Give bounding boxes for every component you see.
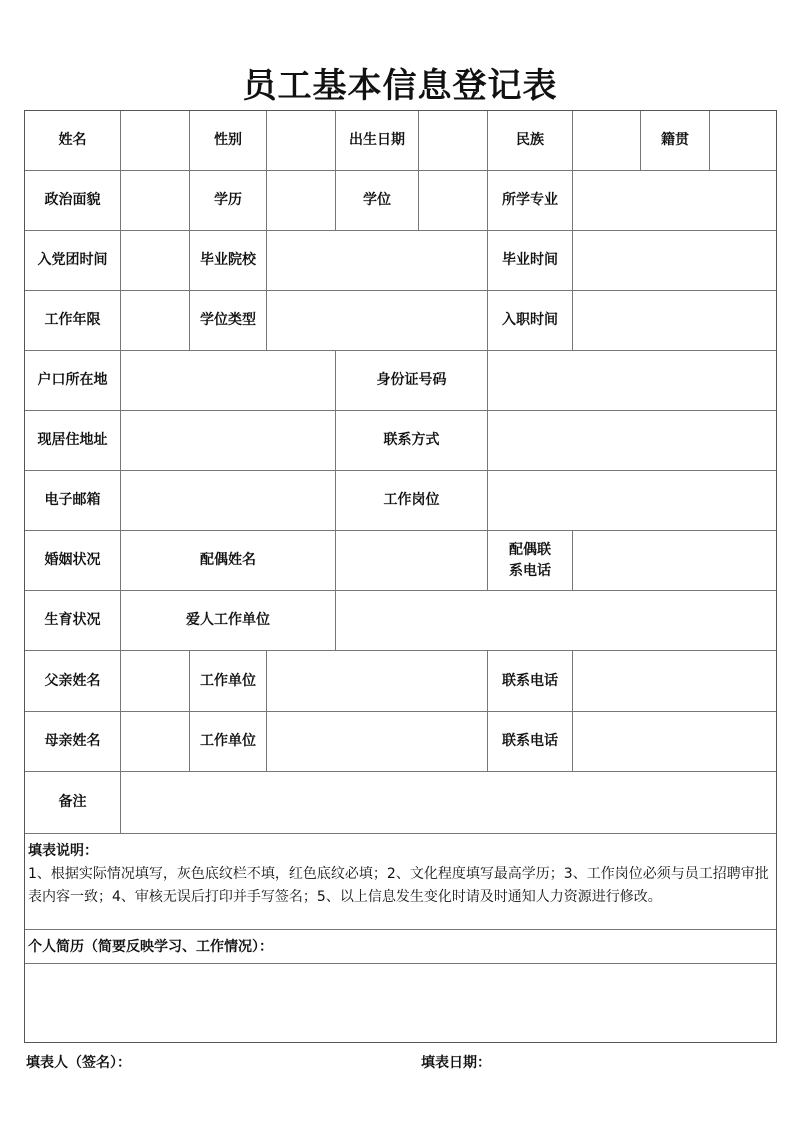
input-spouse-name[interactable]: [336, 531, 488, 591]
fill-date-label: 填表日期：: [421, 1055, 491, 1071]
input-father-name[interactable]: [121, 651, 190, 712]
input-spouse-employer[interactable]: [336, 591, 776, 651]
input-graduate-school[interactable]: [267, 231, 488, 291]
input-graduation-date[interactable]: [573, 231, 776, 291]
label-father-name: 父亲姓名: [25, 651, 121, 712]
input-degree[interactable]: [419, 171, 488, 231]
label-political-status: 政治面貌: [25, 171, 121, 231]
label-ethnicity: 民族: [488, 111, 573, 171]
label-mother-phone: 联系电话: [488, 712, 573, 772]
input-gender[interactable]: [267, 111, 336, 171]
input-job-position[interactable]: [488, 471, 776, 531]
label-birth-date: 出生日期: [336, 111, 419, 171]
input-ethnicity[interactable]: [573, 111, 641, 171]
registration-form: [24, 110, 777, 1043]
label-id-number: 身份证号码: [336, 351, 488, 411]
label-work-years: 工作年限: [25, 291, 121, 351]
label-hire-date: 入职时间: [488, 291, 573, 351]
input-mother-employer[interactable]: [267, 712, 488, 772]
label-degree-type: 学位类型: [190, 291, 267, 351]
label-native-place: 籍贯: [641, 111, 710, 171]
label-degree: 学位: [336, 171, 419, 231]
input-spouse-phone[interactable]: [573, 531, 776, 591]
label-graduation-date: 毕业时间: [488, 231, 573, 291]
input-email[interactable]: [121, 471, 336, 531]
label-mother-employer: 工作单位: [190, 712, 267, 772]
input-name[interactable]: [121, 111, 190, 171]
input-political-status[interactable]: [121, 171, 190, 231]
label-education: 学历: [190, 171, 267, 231]
resume-input[interactable]: [25, 964, 776, 1042]
input-party-join-date[interactable]: [121, 231, 190, 291]
label-gender: 性别: [190, 111, 267, 171]
label-major: 所学专业: [488, 171, 573, 231]
instructions-block: [25, 834, 776, 930]
input-mother-name[interactable]: [121, 712, 190, 772]
input-father-employer[interactable]: [267, 651, 488, 712]
input-id-number[interactable]: [488, 351, 776, 411]
input-native-place[interactable]: [710, 111, 776, 171]
input-work-years[interactable]: [121, 291, 190, 351]
label-marital-status: 婚姻状况: [25, 531, 121, 591]
input-major[interactable]: [573, 171, 776, 231]
label-spouse-phone: 配偶联系电话: [488, 531, 573, 591]
input-household-registration[interactable]: [121, 351, 336, 411]
label-father-employer: 工作单位: [190, 651, 267, 712]
filler-signature-label: 填表人（签名）：: [26, 1055, 131, 1071]
label-fertility-status: 生育状况: [25, 591, 121, 651]
input-current-address[interactable]: [121, 411, 336, 471]
label-party-join-date: 入党团时间: [25, 231, 121, 291]
label-mother-name: 母亲姓名: [25, 712, 121, 772]
label-graduate-school: 毕业院校: [190, 231, 267, 291]
label-current-address: 现居住地址: [25, 411, 121, 471]
input-hire-date[interactable]: [573, 291, 776, 351]
label-spouse-name: 配偶姓名: [121, 531, 336, 591]
input-contact[interactable]: [488, 411, 776, 471]
label-spouse-employer: 爱人工作单位: [121, 591, 336, 651]
input-father-phone[interactable]: [573, 651, 776, 712]
input-birth-date[interactable]: [419, 111, 488, 171]
label-contact: 联系方式: [336, 411, 488, 471]
input-education[interactable]: [267, 171, 336, 231]
label-household-registration: 户口所在地: [25, 351, 121, 411]
form-title: 员工基本信息登记表: [242, 66, 558, 106]
label-job-position: 工作岗位: [336, 471, 488, 531]
label-father-phone: 联系电话: [488, 651, 573, 712]
instructions-title: 填表说明：: [28, 843, 98, 859]
label-remarks: 备注: [25, 772, 121, 834]
label-email: 电子邮箱: [25, 471, 121, 531]
instructions-text: 1、根据实际情况填写，灰色底纹栏不填，红色底纹必填；2、文化程度填写最高学历；3、工作岗位必须与员工招聘审批表内容一致；4、审核无误后打印并手写签名；5、以上信息发生变化时请及时通知人力资源进行修改。: [28, 866, 769, 905]
input-remarks[interactable]: [121, 772, 776, 834]
resume-title: 个人简历（简要反映学习、工作情况）：: [25, 930, 776, 964]
input-mother-phone[interactable]: [573, 712, 776, 772]
label-name: 姓名: [25, 111, 121, 171]
input-degree-type[interactable]: [267, 291, 488, 351]
